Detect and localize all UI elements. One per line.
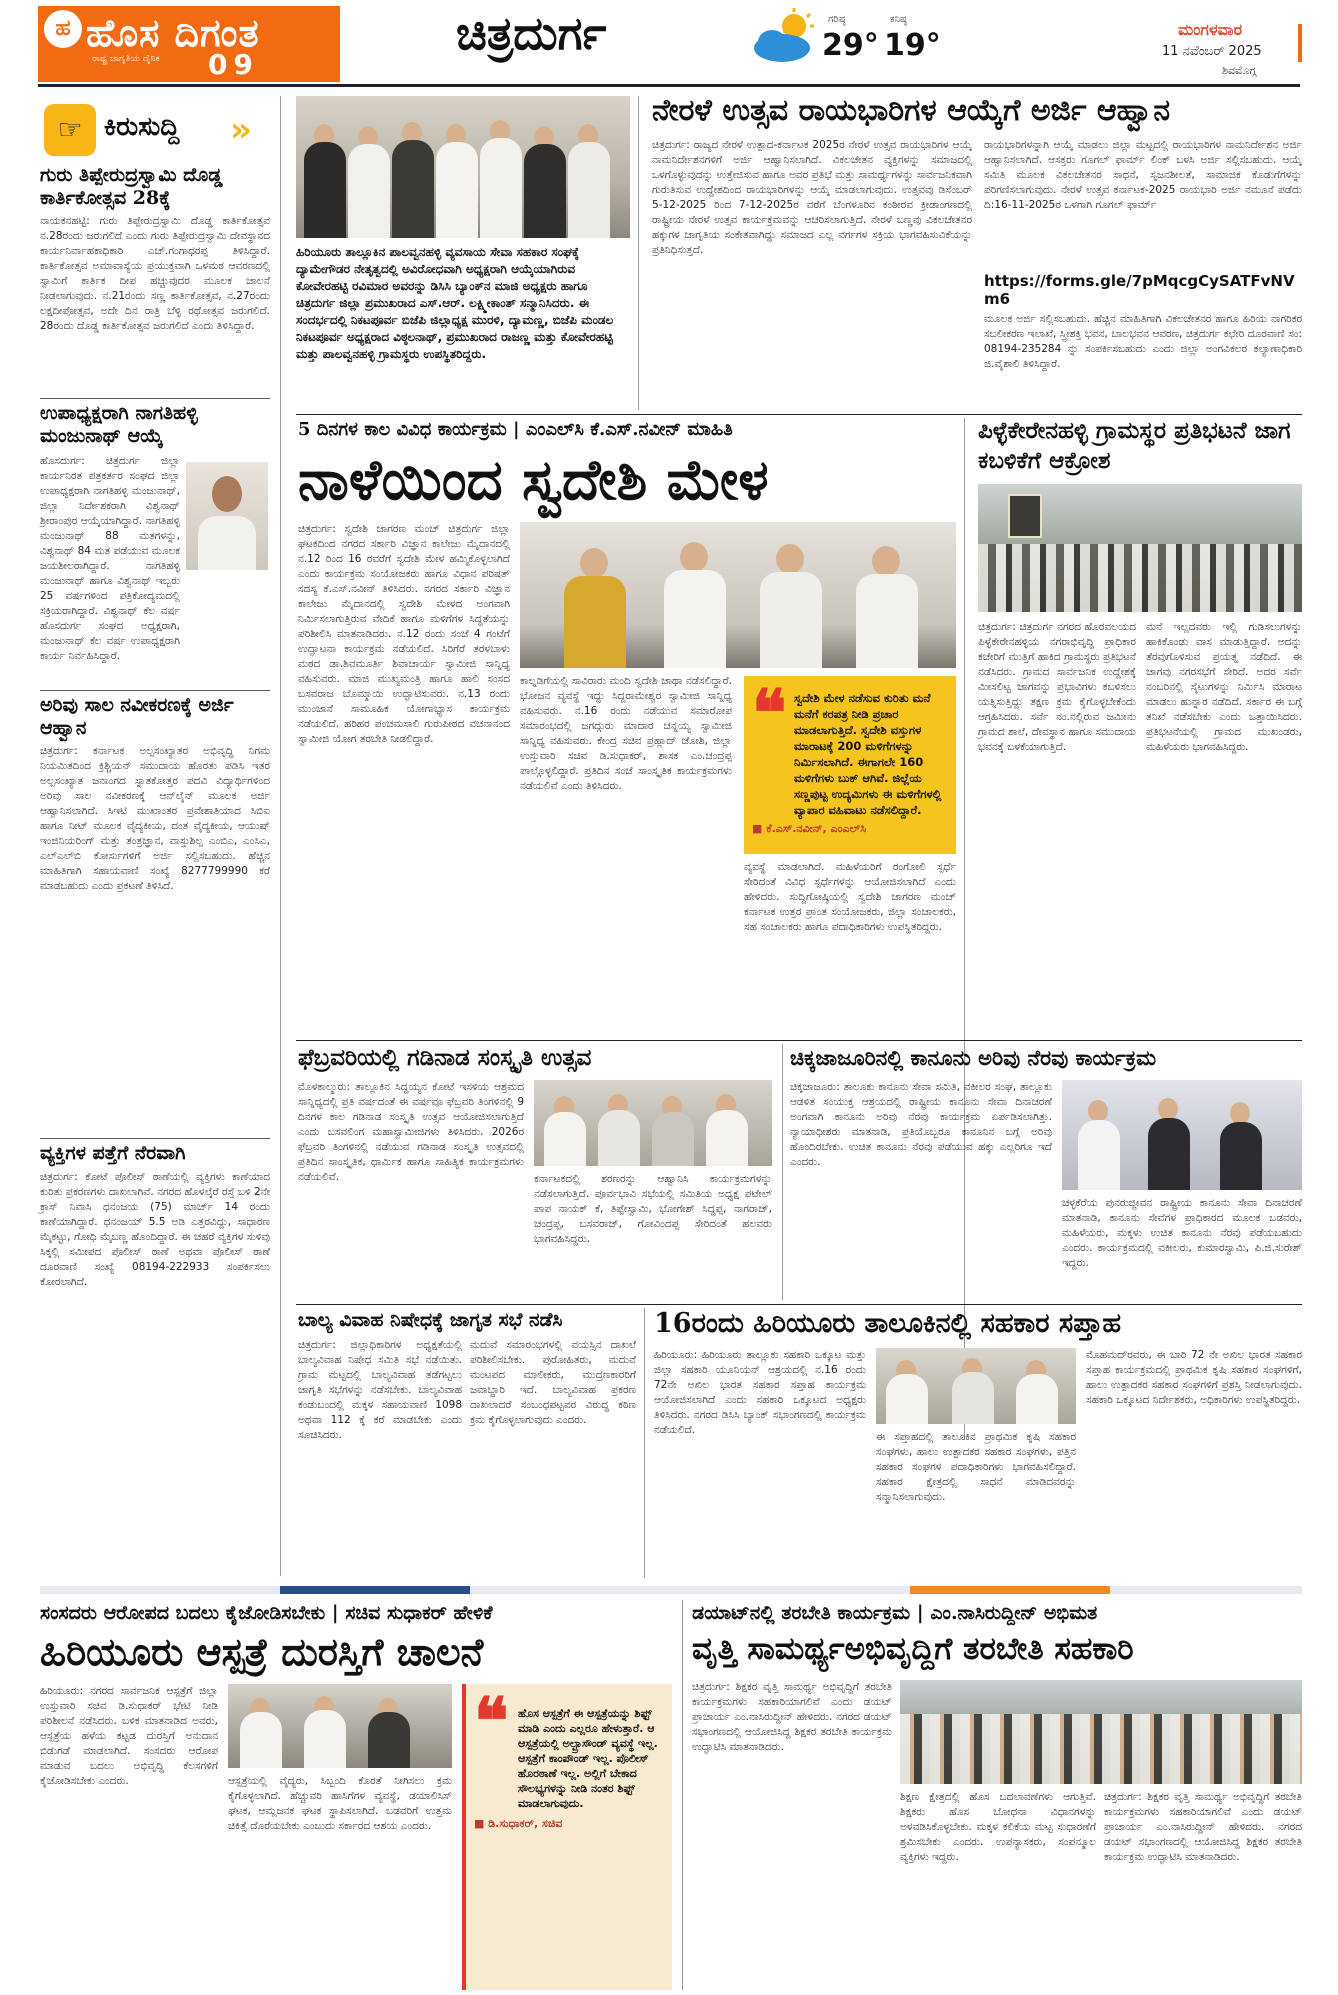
article-body: ಚಿಕ್ಕಜಾಜೂರು: ತಾಲೂಕು ಕಾನೂನು ಸೇವಾ ಸಮಿತಿ, ವಕೀಲರ ಸಂಘ, ತಾಲ್ಲೂಕು ಆಡಳಿತ ಸಂಯುಕ್ತ ಆಶ್ರಯದಲ್ಲಿ ರಾಷ್ಟ್ರೀಯ ಕಾನೂನು ಸೇವಾ ದಿನಾಚರಣೆ ಅಂಗವಾಗಿ ಕಾನೂನು ಅರಿವು ನೆರವು ಕಾರ್ಯಕ್ರಮ ಏರ್ಪಡಿಸಲಾಗಿತ್ತು. ನ್ಯಾಯಾಧೀಶರು ಮಾತನಾಡಿ, ಪ್ರತಿಯೊಬ್ಬರೂ ಕಾನೂನಿನ ಬಗ್ಗೆ ಅರಿವು ಹೊಂದಿರಬೇಕು. ಉಚಿತ ಕಾನೂನು ನೆರವು ಪಡೆಯುವ ಹಕ್ಕು ಎಲ್ಲರಿಗೂ ಇದೆ ಎಂದರು. (790, 1081, 1052, 1168)
masthead-divider (38, 84, 1300, 87)
kicker: ಡಯಾಟ್‌ನಲ್ಲಿ ತರಬೇತಿ ಕಾರ್ಯಕ್ರಮ | ಎಂ.ನಾಸಿರುದ್ದೀನ್ ಅಭಿಮತ (692, 1602, 1098, 1624)
headline: ಚಿಕ್ಕಜಾಜೂರಿನಲ್ಲಿ ಕಾನೂನು ಅರಿವು ನೆರವು ಕಾರ್ಯಕ್ರಮ (790, 1045, 1157, 1070)
headline: ನೇರಳೆ ಉತ್ಸವ ರಾಯಭಾರಿಗಳ ಆಯ್ಕೆಗೆ ಅರ್ಜಿ ಆಹ್ವಾನ (652, 93, 1171, 128)
newspaper-emblem-icon: ಹ (44, 10, 82, 48)
photo-caption: ಹಿರಿಯೂರು ತಾಲ್ಲೂಕಿನ ಪಾಲವ್ವನಹಳ್ಳಿ ವ್ಯವಸಾಯ ಸೇವಾ ಸಹಕಾರ ಸಂಘಕ್ಕೆ ದ್ಯಾಮೇಗೌಡರ ನೇತೃತ್ವದಲ್ಲಿ ಅವಿರೋಧವಾಗಿ ಅಧ್ಯಕ್ಷರಾಗಿ ಆಯ್ಕೆಯಾಗಿರುವ ಕೋವೇರಹಟ್ಟಿ ರವಿಮಾರ ಅವರನ್ನು ಡಿಸಿಸಿ ಬ್ಯಾಂಕ್‌ನ ಮಾಜಿ ಅಧ್ಯಕ್ಷರು ಹಾಗೂ ಚಿತ್ರದುರ್ಗ ಜಿಲ್ಲಾ ಪ್ರಮುಖರಾದ ಎಸ್.ಆರ್. ಲಕ್ಷ್ಮೀಕಾಂತ್ ಸನ್ಮಾನಿಸಿದರು. ಈ ಸಂದರ್ಭದಲ್ಲಿ ನಿಕಟಪೂರ್ವ ಬಿಜೆಪಿ ಜಿಲ್ಲಾಧ್ಯಕ್ಷ ಮುರಳಿ, ದ್ಯಾಮಣ್ಣ, ಬಿಜೆಪಿ ಮಂಡಲ ನಿಕಟಪೂರ್ವ ಅಧ್ಯಕ್ಷರಾದ ವಿಠ್ಠಲನಾಥ್, ಪ್ರಮುಖರಾದ ರಾಜಣ್ಣ ಮತ್ತು ಕೋವೇರಹಟ್ಟಿ ಮತ್ತು ಪಾಲವ್ವನಹಳ್ಳಿ ಗ್ರಾಮಸ್ಥರು ಉಪಸ್ಥಿತರಿದ್ದರು. (296, 245, 614, 361)
issue-date: 11 ನವೆಂಬರ್ 2025 (1162, 44, 1262, 59)
article-body: ಚಿತ್ರದುರ್ಗ: ಸ್ವದೇಶಿ ಜಾಗರಣ ಮಂಚ್ ಚಿತ್ರದುರ್ಗ ಜಿಲ್ಲಾ ಘಟಕದಿಂದ ನಗರದ ಸರ್ಕಾರಿ ವಿಜ್ಞಾನ ಕಾಲೇಜು ಮೈದಾನದಲ್ಲಿ ನ.12 ರಿಂದ 16 ರವರೆಗೆ ಸ್ವದೇಶಿ ಮೇಳ ಹಮ್ಮಿಕೊಳ್ಳಲಾಗಿದೆ ಎಂದು ಕಾರ್ಯಕ್ರಮ ಸಂಯೋಜಕರು ಹಾಗೂ ವಿಧಾನ ಪರಿಷತ್ ಸದಸ್ಯ ಕೆ.ಎಸ್.ನವೀನ್ ತಿಳಿಸಿದರು. ನಗರದ ಸರ್ಕಾರಿ ವಿಜ್ಞಾನ ಕಾಲೇಜು ಮೈದಾನದಲ್ಲಿ ಸ್ವದೇಶಿ ಮೇಳದ ಅಂಗವಾಗಿ ನಿರ್ಮಿಸಲಾಗುತ್ತಿರುವ ವೇದಿಕೆ ಹಾಗೂ ಮಳಿಗೆಗಳ ಸಿದ್ಧತೆಯನ್ನು ಪರಿಶೀಲಿಸಿ ಮಾತನಾಡಿದರು. ನ.12 ರಂದು ಸಂಜೆ 4 ಗಂಟೆಗೆ ಉದ್ಘಾಟನಾ ಕಾರ್ಯಕ್ರಮ ನಡೆಯಲಿದೆ. ಸಿರಿಗೆರೆ ತರಳಬಾಳು ಮಠದ ಡಾ.ಶಿವಮೂರ್ತಿ ಶಿವಾಚಾರ್ಯ ಸ್ವಾಮೀಜಿ ಸಾನ್ನಿಧ್ಯ ವಹಿಸುವರು. ಮಾಜಿ ಮುಖ್ಯಮಂತ್ರಿ ಹಾಗೂ ಹಾಲಿ ಸಂಸದ ಬಸವರಾಜ ಬೊಮ್ಮಾಯಿ ಉದ್ಘಾಟಿಸುವರು. ನ.13 ರಂದು ಮುಂಜಾನೆ ಸಾಮೂಹಿಕ ಯೋಗಾಭ್ಯಾಸ ಕಾರ್ಯಕ್ರಮ ನಡೆಯಲಿದೆ. ಹರಿಹರ ಪಂಚಮಸಾಲಿ ಗುರುಪೀಠದ ವಚನಾನಂದ ಸ್ವಾಮೀಜಿ ಯೋಗ ತರಬೇತಿ ನೀಡಲಿದ್ದಾರೆ. (298, 523, 510, 745)
felicitation-group-photo (296, 96, 630, 238)
headline: ವೃತ್ತಿ ಸಾಮರ್ಥ್ಯಅಭಿವೃದ್ದಿಗೆ ತರಬೇತಿ ಸಹಕಾರಿ (692, 1631, 1134, 1667)
training-participants-photo (900, 1680, 1302, 1784)
quote-mark-icon: ❝ (474, 1684, 509, 1759)
masthead-accent-bar (1298, 24, 1302, 62)
protest-crowd-photo (978, 484, 1302, 612)
headline: ಫೆಬ್ರವರಿಯಲ್ಲಿ ಗಡಿನಾಡ ಸಂಸ್ಕೃತಿ ಉತ್ಸವ (298, 1044, 592, 1071)
article-body: ವ್ಯವಸ್ಥೆ ಮಾಡಲಾಗಿದೆ. ಮಹಿಳೆಯರಿಗೆ ರಂಗೋಲಿ ಸ್ಪರ್ಧೆ ಸೇರಿದಂತೆ ವಿವಿಧ ಸ್ಪರ್ಧೆಗಳನ್ನು ಆಯೋಜಿಸಲಾಗಿದೆ ಎಂದು ಹೇಳಿದರು. ಸುದ್ದಿಗೋಷ್ಠಿಯಲ್ಲಿ ಸ್ವದೇಶಿ ಜಾಗರಣ ಮಂಚ್ ಕರ್ನಾಟಕ ಉತ್ತರ ಪ್ರಾಂತ ಸಂಯೋಜಕರು, ಜಿಲ್ಲಾ ಸಂಚಾಲಕರು, ಸಹ ಸಂಚಾಲಕರು ಹಾಗೂ ಪದಾಧಿಕಾರಿಗಳು ಉಪಸ್ಥಿತರಿದ್ದರು. (744, 861, 956, 933)
pull-quote-box (462, 1684, 672, 1990)
headline: ಪಿಳ್ಳೆಕೇರೇನಹಳ್ಳಿ ಗ್ರಾಮಸ್ಥರ ಪ್ರತಿಭಟನೆ ಜಾಗ ಕಬಳಿಕೆಗೆ ಆಕ್ರೋಶ (978, 417, 1291, 474)
column-divider (682, 1600, 683, 1990)
article-body: ಚಿತ್ರದುರ್ಗ: ಶಿಕ್ಷಕರ ವೃತ್ತಿ ಸಾಮರ್ಥ್ಯ ಅಭಿವೃದ್ಧಿಗೆ ತರಬೇತಿ ಕಾರ್ಯಕ್ರಮಗಳು ಸಹಕಾರಿಯಾಗಲಿವೆ ಎಂದು ಡಯಟ್ ಪ್ರಾಚಾರ್ಯ ಎಂ.ನಾಸಿರುದ್ದೀನ್ ಹೇಳಿದರು. ನಗರದ ಡಯಟ್ ಸಭಾಂಗಣದಲ್ಲಿ ಆಯೋಜಿಸಿದ್ದ ಶಿಕ್ಷಕರ ತರಬೇತಿ ಕಾರ್ಯಕ್ರಮ ಉದ್ಘಾಟಿಸಿ ಮಾತನಾಡಿದರು. (1104, 1791, 1302, 1863)
brief-title: ವ್ಯಕ್ತಿಗಳ ಪತ್ತೆಗೆ ನೆರವಾಗಿ (40, 1142, 186, 1164)
press-meet-photo (520, 522, 956, 668)
kicker: 5 ದಿನಗಳ ಕಾಲ ವಿವಿಧ ಕಾರ್ಯಕ್ರಮ | ಎಂಎಲ್‌ಸಿ ಕೆ.ಎಸ್.ನವೀನ್ ಮಾಹಿತಿ (298, 419, 733, 440)
article-body: ಚಿತ್ರದುರ್ಗ: ಶಿಕ್ಷಕರ ವೃತ್ತಿ ಸಾಮರ್ಥ್ಯ ಅಭಿವೃದ್ಧಿಗೆ ತರಬೇತಿ ಕಾರ್ಯಕ್ರಮಗಳು ಸಹಕಾರಿಯಾಗಲಿವೆ ಎಂದು ಡಯಟ್ ಪ್ರಾಚಾರ್ಯ ಎಂ.ನಾಸಿರುದ್ದೀನ್ ಹೇಳಿದರು. ನಗರದ ಡಯಟ್ ಸಭಾಂಗಣದಲ್ಲಿ ಆಯೋಜಿಸಿದ್ದ ಶಿಕ್ಷಕರ ತರಬೇತಿ ಕಾರ್ಯಕ್ರಮ ಉದ್ಘಾಟಿಸಿ ಮಾತನಾಡಿದರು. (692, 1681, 892, 1753)
divider (40, 690, 270, 691)
brief-body: ಚಿತ್ರದುರ್ಗ: ಕರ್ನಾಟಕ ಅಲ್ಪಸಂಖ್ಯಾತರ ಅಭಿವೃದ್ಧಿ ನಿಗಮ ನಿಯಮಿತದಿಂದ ಕ್ರಿಶ್ಚಿಯನ್ ಸಮುದಾಯ ಹೊರತು ಪಡಿಸಿ ಇತರ ಅಲ್ಪಸಂಖ್ಯಾತ ಜನಾಂಗದ ಸ್ನಾತಕೋತ್ತರ ಪದವಿ ವಿದ್ಯಾರ್ಥಿಗಳಿಂದ ಅರಿವು ಸಾಲ ನವೀಕರಣಕ್ಕೆ ಆನ್‌ಲೈನ್ ಮೂಲಕ ಅರ್ಜಿ ಆಹ್ವಾನಿಸಲಾಗಿದೆ. ಸಿಇಟಿ ಮುಖಾಂತರ ಪ್ರವೇಶಾತಿಯಾದ ಸಿಬಿಐ ಹಾಗೂ ನೀಟ್ ಮೂಲಕ ವೈದ್ಯಕೀಯ, ದಂತ ವೈದ್ಯಕೀಯ, ಆಯುಷ್ ಇಂಜಿನಿಯರಿಂಗ್ ಮತ್ತು ತಂತ್ರಜ್ಞಾನ, ವಾಸ್ತುಶಿಲ್ಪ ಎಂಬಿಎ, ಎಂಸಿಎ, ಎಲ್‌ಎಲ್‌ಬಿ ಕೋರ್ಸುಗಳಿಗೆ ಅರ್ಜಿ ಸಲ್ಲಿಸಬಹುದು. ಹೆಚ್ಚಿನ ಮಾಹಿತಿಗಾಗಿ ಸಹಾಯವಾಣಿ ಸಂಖ್ಯೆ 8277799990 ಕರೆ ಮಾಡಬಹುದು ಎಂದು ಪ್ರಕಟಣೆ ತಿಳಿಸಿದೆ. (40, 745, 270, 892)
brief-body: ಚಿತ್ರದುರ್ಗ: ಕೋಟೆ ಪೊಲೀಸ್ ಠಾಣೆಯಲ್ಲಿ ವ್ಯಕ್ತಿಗಳು ಕಾಣೆಯಾದ ಕುರಿತು ಪ್ರಕರಣಗಳು ದಾಖಲಾಗಿವೆ. ನಗರದ ಹೊಳಲ್ಕೆರೆ ರಸ್ತೆ ಬಳಿ 2ನೇ ಕ್ರಾಸ್ ನಿವಾಸಿ ಧನಂಜಯ (75) ಮಾರ್ಚ್ 14 ರಂದು ಕಾಣೆಯಾಗಿದ್ದಾರೆ. ಧನಂಜಯ್ 5.5 ಅಡಿ ಎತ್ತರವಿದ್ದು, ಸಾಧಾರಣ ಮೈಕಟ್ಟು, ಗೋಧಿ ಮೈಬಣ್ಣ ಹೊಂದಿದ್ದಾರೆ. ಈ ಚಹರೆ ವ್ಯಕ್ತಿಗಳ ಸುಳಿವು ಸಿಕ್ಕಲ್ಲಿ ಸಮೀಪದ ಪೊಲೀಸ್ ಠಾಣೆ ಅಥವಾ ಪೊಲೀಸ್ ಠಾಣೆ ದೂರವಾಣಿ ಸಂಖ್ಯೆ 08194-222933 ಸಂಪರ್ಕಿಸಲು ಕೋರಲಾಗಿದೆ. (40, 1171, 270, 1288)
application-link[interactable]: https://forms.gle/7pMqcgCySATFvNVm6 (984, 272, 1295, 308)
article-body: ಆಸ್ಪತ್ರೆಯಲ್ಲಿ ವೈದ್ಯರು, ಸಿಬ್ಬಂದಿ ಕೊರತೆ ನೀಗಿಸಲು ಕ್ರಮ ಕೈಗೊಳ್ಳಲಾಗಿದೆ. ಹೆಚ್ಚುವರಿ ಹಾಸಿಗೆಗಳ ವ್ಯವಸ್ಥೆ, ಡಯಾಲಿಸಿಸ್ ಘಟಕ, ಆಮ್ಲಜನಕ ಘಟಕ ಸ್ಥಾಪಿಸಲಾಗಿದೆ. ಬಡವರಿಗೆ ಉತ್ತಮ ಚಿಕಿತ್ಸೆ ದೊರೆಯಬೇಕು ಎಂಬುದು ಸರ್ಕಾರದ ಆಶಯ ಎಂದರು. (228, 1775, 452, 1832)
pull-quote-text: ಹೊಸ ಆಸ್ಪತ್ರೆಗೆ ಈ ಆಸ್ಪತ್ರೆಯನ್ನು ಶಿಫ್ಟ್ ಮಾಡಿ ಎಂದು ಎಲ್ಲರೂ ಹೇಳುತ್ತಾರೆ. ಆ ಆಸ್ಪತ್ರೆಯಲ್ಲಿ ಅಲ್ಟ್ರಾಸೌಂಡ್ ವ್ಯವಸ್ಥೆ ಇಲ್ಲ. ಆಸ್ಪತ್ರೆಗೆ ಕಾಂಪೌಂಡ್ ಇಲ್ಲ. ಪೊಲೀಸ್ ಹೊರಠಾಣೆ ಇಲ್ಲ. ಅಲ್ಲಿಗೆ ಬೇಕಾದ ಸೌಲಭ್ಯಗಳನ್ನು ನೀಡಿ ನಂತರ ಶಿಫ್ಟ್ ಮಾಡಲಾಗುವುದು. (518, 1707, 658, 1810)
article-body: ಚಿತ್ರದುರ್ಗ: ರಾಜ್ಯದ ನೇರಳೆ ಉತ್ಪಾದ-ಕರ್ನಾಟಕ 2025ರ ನೇರಳೆ ಉತ್ಸವ ರಾಯಭಾರಿಗಳ ಆಯ್ಕೆ ನಾಮನಿರ್ದೇಶನಗಳಿಗೆ ಅರ್ಜಿ ಆಹ್ವಾನಿಸಲಾಗಿದೆ. ವಿಕಲಚೇತನ ವ್ಯಕ್ತಿಗಳನ್ನು ಸಮಾಜದಲ್ಲಿ ಒಳಗೊಳ್ಳುವುದನ್ನು ಉತ್ತೇಜಿಸುವ ಹಾಗೂ ಅವರ ಪ್ರತಿಭೆ ಮತ್ತು ಸಾಮರ್ಥ್ಯಗಳನ್ನು ಸಾರ್ವಜನಿಕವಾಗಿ ಗುರುತಿಸುವ ಉದ್ದೇಶದಿಂದ ರಾಯಭಾರಿಗಳನ್ನು ಆಯ್ಕೆ ಮಾಡಲಾಗುವುದು. ಉತ್ಸವವು ಡಿಸೆಂಬರ್ 5-12-2025 ರಿಂದ 7-12-2025ರ ವರೆಗೆ ಬೆಂಗಳೂರಿನ ಕಂಠೀರವ ಕ್ರೀಡಾಂಗಣದಲ್ಲಿ ರಾಷ್ಟ್ರೀಯ ನೇರಳೆ ಉತ್ಸವ ಕಾರ್ಯಕ್ರಮವನ್ನು ಆಚರಿಸಲಾಗುತ್ತಿದೆ. ನೇರಳೆ ಬಣ್ಣವು ವಿಕಲಚೇತನರ ಹಕ್ಕುಗಳ ಜಾಗೃತಿಯ ಸಂಕೇತವಾಗಿದ್ದು ಸಮಾಜದ ಎಲ್ಲ ವರ್ಗಗಳ ಸಕ್ರಿಯ ಭಾಗವಹಿಸುವಿಕೆಯನ್ನು ಪ್ರತಿನಿಧಿಸುತ್ತದೆ. (652, 139, 972, 256)
kicker: ಸಂಸದರು ಆರೋಪದ ಬದಲು ಕೈಜೋಡಿಸಬೇಕು | ಸಚಿವ ಸುಧಾಕರ್ ಹೇಳಿಕೆ (40, 1602, 493, 1624)
max-temp-value: 29° (822, 28, 879, 63)
article-body: ಮದುವೆ ಸಮಾರಂಭಗಳಲ್ಲಿ ವಯಸ್ಸಿನ ದಾಖಲೆ ಪರಿಶೀಲಿಸಬೇಕು. ಪುರೋಹಿತರು, ಮದುವೆ ಮಂಟಪದ ಮಾಲೀಕರು, ಮುದ್ರಣಕಾರರಿಗೆ ಜವಾಬ್ದಾರಿ ಇದೆ. ಬಾಲ್ಯವಿವಾಹ ಪ್ರಕರಣ ದಾಖಲಾದರೆ ಸಂಬಂಧಪಟ್ಟವರ ವಿರುದ್ಧ ಕಠಿಣ ಕ್ರಮ ಕೈಗೊಳ್ಳಲಾಗುವುದು ಎಂದರು. (470, 1339, 636, 1426)
weather-cloud-icon (750, 8, 820, 64)
article-body: ಈ ಸಪ್ತಾಹದಲ್ಲಿ ತಾಲೂಕಿನ ಪ್ರಾಥಮಿಕ ಕೃಷಿ ಸಹಕಾರ ಸಂಘಗಳು, ಹಾಲು ಉತ್ಪಾದಕರ ಸಹಕಾರ ಸಂಘಗಳು, ಪತ್ತಿನ ಸಹಕಾರ ಸಂಘಗಳ ಪದಾಧಿಕಾರಿಗಳು ಭಾಗವಹಿಸಲಿದ್ದಾರೆ. ಸಹಕಾರ ಕ್ಷೇತ್ರದಲ್ಲಿ ಸಾಧನೆ ಮಾಡಿದವರನ್ನು ಸನ್ಮಾನಿಸಲಾಗುವುದು. (876, 1431, 1076, 1503)
headline: ಹಿರಿಯೂರು ಆಸ್ಪತ್ರೆ ದುರಸ್ತಿಗೆ ಚಾಲನೆ (40, 1629, 484, 1674)
section-stripe (1110, 1586, 1302, 1594)
article-body: ರಾಯಭಾರಿಗಳನ್ನಾಗಿ ಆಯ್ಕೆ ಮಾಡಲು ಜಿಲ್ಲಾ ಮಟ್ಟದಲ್ಲಿ ರಾಯಭಾರಿಗಳ ನಾಮನಿರ್ದೇಶನ ಅರ್ಜಿ ಆಹ್ವಾನಿಸಲಾಗಿದೆ. ಆಸಕ್ತರು ಗೂಗಲ್ ಫಾರ್ಮ್ ಲಿಂಕ್ ಬಳಸಿ ಅರ್ಜಿ ಸಲ್ಲಿಸಬಹುದು. ಆಯ್ಕೆ ಸಮಿತಿ ಮೂಲಕ ವಿಕಲಚೇತನರ ಸಾಧನೆ, ಸೃಜನಶೀಲತೆ, ಸಾಮಾಜಿಕ ಕೊಡುಗೆಗಳನ್ನು ಪರಿಗಣಿಸಲಾಗುವುದು. ನೇರಳೆ ಉತ್ಸವ ಕರ್ನಾಟಕ-2025 ರಾಯಭಾರಿ ಅರ್ಜಿ ನಮೂನೆ ಪಡೆದು ದಿ:16-11-2025ರ ಒಳಗಾಗಿ ಗೂಗಲ್ ಫಾರ್ಮ್ (984, 139, 1302, 211)
brief-title: ಗುರು ತಿಪ್ಪೇರುದ್ರಸ್ವಾಮಿ ದೊಡ್ಡ ಕಾರ್ತಿಕೋತ್ಸವ 28ಕ್ಕೆ (40, 164, 223, 209)
divider (40, 398, 270, 399)
article-body: ಹಿರಿಯೂರು: ಹಿರಿಯೂರು ತಾಲ್ಲೂಕು ಸಹಕಾರಿ ಒಕ್ಕೂಟ ಮತ್ತು ಜಿಲ್ಲಾ ಸಹಕಾರಿ ಯೂನಿಯನ್ ಆಶ್ರಯದಲ್ಲಿ ನ.16 ರಂದು 72ನೇ ಅಖಿಲ ಭಾರತ ಸಹಕಾರ ಸಪ್ತಾಹ ಕಾರ್ಯಕ್ರಮ ಆಯೋಜಿಸಲಾಗಿದೆ ಎಂದು ಸಹಕಾರಿ ಒಕ್ಕೂಟದ ಅಧ್ಯಕ್ಷರು ತಿಳಿಸಿದರು. ನಗರದ ಡಿಸಿಸಿ ಬ್ಯಾಂಕ್ ಸಭಾಂಗಣದಲ್ಲಿ ಕಾರ್ಯಕ್ರಮ ನಡೆಯಲಿದೆ. (654, 1349, 866, 1436)
brief-body: ಹೊಸದುರ್ಗ: ಚಿತ್ರದುರ್ಗ ಜಿಲ್ಲಾ ಕಾರ್ಯನಿರತ ಪತ್ರಕರ್ತರ ಸಂಘದ ಜಿಲ್ಲಾ ಉಪಾಧ್ಯಕ್ಷರಾಗಿ ನಾಗತಿಹಳ್ಳಿ ಮಂಜುನಾಥ್, ಜಿಲ್ಲಾ ನಿರ್ದೇಶಕರಾಗಿ ವಿಶ್ವನಾಥ್ ಶ್ರೀರಾಂಪುರ ಆಯ್ಕೆಯಾಗಿದ್ದಾರೆ. ನಾಗತಿಹಳ್ಳಿ ಮಂಜುನಾಥ್ 88 ಮತಗಳನ್ನು, ವಿಶ್ವನಾಥ್ 84 ಮತ ಪಡೆಯುವ ಮೂಲಕ ಜಯಶೀಲರಾಗಿದ್ದಾರೆ. ನಾಗತಿಹಳ್ಳಿ ಮಂಜುನಾಥ್ ಹಾಗೂ ವಿಶ್ವನಾಥ್ ಇಬ್ಬರು 25 ವರ್ಷಗಳಿಂದ ಪತ್ರಿಕೋದ್ಯಮದಲ್ಲಿ ಸಕ್ರಿಯರಾಗಿದ್ದಾರೆ. ವಿಶ್ವನಾಥ್ ಕೆಲ ವರ್ಷ ಹೊಸದುರ್ಗ ಸಂಘದ ಅಧ್ಯಕ್ಷರಾಗಿ, ಮಂಜುನಾಥ್ ಕೆಲ ವರ್ಷ ಉಪಾಧ್ಯಕ್ಷರಾಗಿ ಕಾರ್ಯ ನಿರ್ವಹಿಸಿದ್ದಾರೆ. (40, 455, 180, 662)
article-body: ಚಳ್ಳಕೆರೆಯ ಪುನರುಜ್ಜೀವನ ರಾಷ್ಟ್ರೀಯ ಕಾನೂನು ಸೇವಾ ದಿನಾಚರಣೆ ಮಾತನಾಡಿ, ಕಾನೂನು ಸೇವೆಗಳ ಪ್ರಾಧಿಕಾರದ ಮೂಲಕ ಬಡವರು, ಮಹಿಳೆಯರು, ಮಕ್ಕಳು ಉಚಿತ ಕಾನೂನು ನೆರವು ಪಡೆಯಬಹುದು ಎಂದರು. ಕಾರ್ಯಕ್ರಮದಲ್ಲಿ ವಕೀಲರು, ಕುಮಾರಸ್ವಾಮಿ, ಪಿ.ಜಿ.ಸುರೇಶ್ ಇದ್ದರು. (1062, 1197, 1302, 1269)
reporter-portrait-photo (186, 462, 268, 570)
divider (296, 1040, 1302, 1041)
article-body: ಹಿರಿಯೂರು: ನಗರದ ಸಾರ್ವಜನಿಕ ಆಸ್ಪತ್ರೆಗೆ ಜಿಲ್ಲಾ ಉಸ್ತುವಾರಿ ಸಚಿವ ಡಿ.ಸುಧಾಕರ್ ಭೇಟಿ ನೀಡಿ ಪರಿಶೀಲನೆ ನಡೆಸಿದರು. ಬಳಿಕ ಮಾತನಾಡಿದ ಅವರು, ಆಸ್ಪತ್ರೆಯ ಹಳೆಯ ಕಟ್ಟಡ ದುರಸ್ತಿಗೆ ಅನುದಾನ ಬಿಡುಗಡೆ ಮಾಡಲಾಗಿದೆ. ಸಂಸದರು ಆರೋಪ ಮಾಡುವ ಬದಲು ಅಭಿವೃದ್ಧಿ ಕೆಲಸಗಳಿಗೆ ಕೈಜೋಡಿಸಬೇಕು ಎಂದರು. (40, 1685, 218, 1787)
pull-quote-attribution: ■ ಡಿ.ಸುಧಾಕರ್, ಸಚಿವ (474, 1817, 563, 1830)
pointing-hand-icon: ☞ (44, 104, 96, 156)
headline: ಬಾಲ್ಯ ವಿವಾಹ ನಿಷೇಧಕ್ಕೆ ಜಾಗೃತ ಸಭೆ ನಡೆಸಿ (298, 1309, 563, 1331)
article-body: ಚಿತ್ರದುರ್ಗ: ಜಿಲ್ಲಾಧಿಕಾರಿಗಳ ಅಧ್ಯಕ್ಷತೆಯಲ್ಲಿ ಬಾಲ್ಯವಿವಾಹ ನಿಷೇಧ ಸಮಿತಿ ಸಭೆ ನಡೆಯಿತು. ಗ್ರಾಮ ಮಟ್ಟದಲ್ಲಿ ಬಾಲ್ಯವಿವಾಹ ತಡೆಗಟ್ಟಲು ಜಾಗೃತಿ ಸಭೆಗಳನ್ನು ನಡೆಸಬೇಕು. ಬಾಲ್ಯವಿವಾಹ ಕಂಡುಬಂದಲ್ಲಿ ಮಕ್ಕಳ ಸಹಾಯವಾಣಿ 1098 ಅಥವಾ 112 ಕ್ಕೆ ಕರೆ ಮಾಡಬೇಕು ಎಂದು ಸೂಚಿಸಿದರು. (298, 1339, 462, 1441)
newspaper-tagline: ರಾಷ್ಟ್ರ ಜಾಗೃತಿಯ ದೈನಿಕ (92, 54, 160, 64)
quote-mark-icon: ❝ (752, 676, 787, 751)
hospital-visit-photo (228, 1684, 452, 1768)
section-stripe (280, 1586, 470, 1594)
brief-title: ಅರಿವು ಸಾಲ ನವೀಕರಣಕ್ಕೆ ಅರ್ಜಿ ಆಹ್ವಾನ (40, 694, 234, 739)
chevron-right-icon: » (230, 110, 252, 150)
briefs-section-title: ಕಿರುಸುದ್ದಿ (104, 112, 180, 142)
weekday: ಮಂಗಳವಾರ (1178, 20, 1243, 39)
article-body: ಮನೆ ಇಲ್ಲದವರು ಇಲ್ಲಿ ಗುಡಿಸಲುಗಳನ್ನು ಹಾಕಿಕೊಂಡು ವಾಸ ಮಾಡುತ್ತಿದ್ದಾರೆ. ಅದನ್ನು ತೆರವುಗೊಳಿಸುವ ಪ್ರಯತ್ನ ನಡೆದಿದೆ. ಈ ಜಾಗವು ನಗರಸಭೆಗೆ ಸೇರಿದೆ. ಅದರ ಸರ್ವೆ ನಂಬರಿನಲ್ಲಿ ಸೈಟುಗಳನ್ನು ನಿರ್ಮಿಸಿ ಮಾರಾಟ ಮಾಡಲು ಹುನ್ನಾರ ನಡೆದಿದೆ. ಸರ್ಕಾರ ಈ ಬಗ್ಗೆ ತನಿಖೆ ನಡೆಸಬೇಕು ಎಂದು ಒತ್ತಾಯಿಸಿದರು. ಪ್ರತಿಭಟನೆಯಲ್ಲಿ ಗ್ರಾಮದ ಮುಖಂಡರು, ಮಹಿಳೆಯರು ಭಾಗವಹಿಸಿದ್ದರು. (1146, 621, 1302, 753)
article-column (984, 138, 1302, 410)
min-temp-label: ಕನಿಷ್ಠ (890, 14, 907, 25)
edition-city-title: ಚಿತ್ರದುರ್ಗ (456, 6, 607, 60)
brief-title: ಉಪಾಧ್ಯಕ್ಷರಾಗಿ ನಾಗತಿಹಳ್ಳಿ ಮಂಜುನಾಥ್ ಆಯ್ಕೆ (40, 402, 198, 447)
brief-body: ನಾಯಕನಹಟ್ಟಿ: ಗುರು ತಿಪ್ಪೇರುದ್ರಸ್ವಾಮಿ ದೊಡ್ಡ ಕಾರ್ತಿಕೋತ್ಸವ ನ.28ರಂದು ಜರುಗಲಿದೆ ಎಂದು ಗುರು ತಿಪ್ಪೇರುದ್ರಸ್ವಾಮಿ ದೇವಸ್ಥಾನದ ಕಾರ್ಯನಿರ್ವಾಹಕಾಧಿಕಾರಿ ಎಚ್.ಗಂಗಾಧರಪ್ಪ ತಿಳಿಸಿದ್ದಾರೆ. ಕಾರ್ತಿಕೋತ್ಸವ ಅಮಾವಾಸ್ಯೆಯ ಪ್ರಯುಕ್ತವಾಗಿ ಒಳಮಠ ಆವರಣದಲ್ಲಿ ಸ್ವಾಮಿಗೆ ಕಾರ್ತಿಕ ದೀಪ ಹಚ್ಚುವುದರ ಮೂಲಕ ಚಾಲನೆ ನೀಡಲಾಗುವುದು. ನ.21ರಂದು ಸಣ್ಣ ಕಾರ್ತಿಕೋತ್ಸವ, ನ.27ರಂದು ಲಕ್ಷದೀಪೋತ್ಸವ, ಅದೇ ದಿನ ರಾತ್ರಿ ಬೆಳ್ಳಿ ರಥೋತ್ಸವ ಜರುಗಲಿದೆ. 28ರಂದು ದೊಡ್ಡ ಕಾರ್ತಿಕೋತ್ಸವ ಜರುಗಲಿದೆ ಎಂದು ತಿಳಿಸಿದ್ದಾರೆ. (40, 215, 270, 332)
headline: ನಾಳೆಯಿಂದ ಸ್ವದೇಶಿ ಮೇಳ (298, 447, 769, 513)
divider (40, 1138, 270, 1139)
section-stripe (40, 1586, 280, 1594)
column-divider (782, 1044, 783, 1300)
pull-quote-box (744, 676, 956, 854)
pull-quote-text: ಸ್ವದೇಶಿ ಮೇಳ ನಡೆಸುವ ಕುರಿತು ಮನೆ ಮನೆಗೆ ಕರಪತ್ರ ನೀಡಿ ಪ್ರಚಾರ ಮಾಡಲಾಗುತ್ತಿದೆ. ಸ್ವದೇಶಿ ವಸ್ತುಗಳ ಮಾರಾಟಕ್ಕೆ 200 ಮಳಿಗೆಗಳನ್ನು ನಿರ್ಮಿಸಲಾಗಿದೆ. ಈಗಾಗಲೇ 160 ಮಳಿಗೆಗಳು ಬುಕ್ ಆಗಿವೆ. ಜಿಲ್ಲೆಯ ಸಣ್ಣಪುಟ್ಟ ಉದ್ಯಮಿಗಳು ಈ ಮಳಿಗೆಗಳಲ್ಲಿ ವ್ಯಾಪಾರ ವಹಿವಾಟು ನಡೆಸಲಿದ್ದಾರೆ. (794, 691, 942, 817)
column-divider (638, 96, 639, 410)
headline: 16ರಂದು ಹಿರಿಯೂರು ತಾಲೂಕಿನಲ್ಲಿ ಸಹಕಾರ ಸಪ್ತಾಹ (654, 1308, 1122, 1339)
article-body: ಮೊಳಕಾಲ್ಮುರು: ತಾಲ್ಲೂಕಿನ ಸಿದ್ದಯ್ಯನ ಕೋಟೆ ಇಸಳಿಯ ಆಶ್ರಮದ ಸಾನ್ನಿಧ್ಯದಲ್ಲಿ ಪ್ರತಿ ವರ್ಷದಂತೆ ಈ ವರ್ಷವೂ ಫೆಬ್ರವರಿ ತಿಂಗಳಿನಲ್ಲಿ 9 ದಿನಗಳ ಕಾಲ ಗಡಿನಾಡ ಸಂಸ್ಕೃತಿ ಉತ್ಸವ ಆಯೋಜಿಸಲಾಗುತ್ತಿದೆ ಎಂದು ಬಸವಲಿಂಗ ಮಹಾಸ್ವಾಮೀಜಿಗಳು ತಿಳಿಸಿದರು. 2026ರ ಫೆಬ್ರವರಿ ತಿಂಗಳಿನಲ್ಲಿ ನಡೆಯುವ ಗಡಿನಾಡ ಸಂಸ್ಕೃತಿ ಉತ್ಸವದಲ್ಲಿ ಪ್ರತಿದಿನ ಸಾಂಸ್ಕೃತಿಕ, ಧಾರ್ಮಿಕ ಹಾಗೂ ಸಾಹಿತ್ಯಿಕ ಕಾರ್ಯಕ್ರಮಗಳು ನಡೆಯಲಿವೆ. (298, 1081, 524, 1183)
article-body: ಕಾಲ್ನಡಿಗೆಯಲ್ಲಿ ಸಾವಿರಾರು ಮಂದಿ ಸ್ವದೇಶಿ ಜಾಥಾ ನಡೆಸಲಿದ್ದಾರೆ. ಭೋಜನ ವ್ಯವಸ್ಥೆ ಇದ್ದು ಸಿದ್ದರಾಮೇಶ್ವರ ಸ್ವಾಮೀಜಿ ಸಾನ್ನಿಧ್ಯ ವಹಿಸುವರು. ನ.16 ರಂದು ನಡೆಯುವ ಸಮಾರೋಪ ಸಮಾರಂಭದಲ್ಲಿ ಜಗದ್ಗುರು ಮಾದಾರ ಚನ್ನಯ್ಯ ಸ್ವಾಮೀಜಿ ಸಾನ್ನಿಧ್ಯ ವಹಿಸುವರು. ಕೇಂದ್ರ ಸಚಿವ ಪ್ರಹ್ಲಾದ್ ಜೋಶಿ, ಜಿಲ್ಲಾ ಉಸ್ತುವಾರಿ ಸಚಿವ ಡಿ.ಸುಧಾಕರ್, ಶಾಸಕ ಎಂ.ಚಂದ್ರಪ್ಪ ಪಾಲ್ಗೊಳ್ಳಲಿದ್ದಾರೆ. ಪ್ರತಿದಿನ ಸಂಜೆ ಸಾಂಸ್ಕೃತಿಕ ಕಾರ್ಯಕ್ರಮಗಳು ನಡೆಯಲಿವೆ ಎಂದು ತಿಳಿಸಿದರು. (520, 675, 732, 792)
edition-name: ಶಿವಮೊಗ್ಗ (1222, 64, 1257, 77)
column-divider (644, 1308, 645, 1578)
pull-quote-attribution: ■ ಕೆ.ಎಸ್.ನವೀನ್, ಎಂಎಲ್‌ಸಿ (752, 822, 867, 835)
legal-event-photo (1062, 1080, 1302, 1190)
coop-meeting-photo (876, 1348, 1076, 1424)
column-divider (280, 96, 281, 1576)
newspaper-logo: ಹೊಸ ದಿಗಂತ (86, 10, 260, 55)
article-body: ಮೊಹಮದ್‌ರವರು, ಈ ಬಾರಿ 72 ನೇ ಅಖಿಲ ಭಾರತ ಸಹಕಾರ ಸಪ್ತಾಹ ಕಾರ್ಯಕ್ರಮದಲ್ಲಿ ಪ್ರಾಥಮಿಕ ಕೃಷಿ ಸಹಕಾರ ಸಂಘಗಳಿಗೆ, ಹಾಲು ಉತ್ಪಾದಕರ ಸಹಕಾರ ಸಂಘಗಳಿಗೆ ಪ್ರಶಸ್ತಿ ನೀಡಲಾಗುವುದು. ಸಹಕಾರಿ ಒಕ್ಕೂಟದ ನಿರ್ದೇಶಕರು, ಅಧಿಕಾರಿಗಳು ಉಪಸ್ಥಿತರಿದ್ದರು. (1086, 1349, 1302, 1406)
meeting-photo (534, 1080, 772, 1166)
section-stripe (910, 1586, 1110, 1594)
divider (296, 414, 1302, 415)
article-body: ಶಿಕ್ಷಣ ಕ್ಷೇತ್ರದಲ್ಲಿ ಹೊಸ ಬದಲಾವಣೆಗಳು ಆಗುತ್ತಿವೆ. ಶಿಕ್ಷಕರು ಹೊಸ ಬೋಧನಾ ವಿಧಾನಗಳನ್ನು ಅಳವಡಿಸಿಕೊಳ್ಳಬೇಕು. ಮಕ್ಕಳ ಕಲಿಕೆಯ ಮಟ್ಟ ಸುಧಾರಣೆಗೆ ಶ್ರಮಿಸಬೇಕು ಎಂದರು. ಉಪನ್ಯಾಸಕರು, ಸಂಪನ್ಮೂಲ ವ್ಯಕ್ತಿಗಳು ಇದ್ದರು. (900, 1791, 1096, 1863)
article-body: ಚಿತ್ರದುರ್ಗ: ಚಿತ್ರದುರ್ಗ ನಗರದ ಹೊರವಲಯದ ಪಿಳ್ಳೆಕೇರೇನಹಳ್ಳಿಯ ನಗರಾಭಿವೃದ್ಧಿ ಪ್ರಾಧಿಕಾರ ಕಚೇರಿಗೆ ಮುತ್ತಿಗೆ ಹಾಕಿದ ಗ್ರಾಮಸ್ಥರು ಪ್ರತಿಭಟನೆ ನಡೆಸಿದರು. ಗ್ರಾಮದ ಸಾರ್ವಜನಿಕ ಉದ್ದೇಶಕ್ಕೆ ಮೀಸಲಿಟ್ಟ ಜಾಗವನ್ನು ಪ್ರಭಾವಿಗಳು ಕಬಳಿಸಲು ಯತ್ನಿಸುತ್ತಿದ್ದು ತಕ್ಷಣ ಕ್ರಮ ಕೈಗೊಳ್ಳಬೇಕೆಂದು ಆಗ್ರಹಿಸಿದರು. ಸರ್ವೆ ನಂ.ನಲ್ಲಿರುವ ಜಮೀನು ಗ್ರಾಮದ ಶಾಲೆ, ದೇವಸ್ಥಾನ ಹಾಗೂ ಸಮುದಾಯ ಭವನಕ್ಕೆ ಬಳಕೆಯಾಗುತ್ತಿದೆ. (978, 621, 1136, 753)
page-number: 09 (208, 48, 259, 81)
section-stripe (470, 1586, 910, 1594)
max-temp-label: ಗರಿಷ್ಠ (828, 14, 846, 25)
min-temp-value: 19° (884, 28, 941, 63)
article-body: ಕರ್ನಾಟಕದಲ್ಲಿ ಶರಣರನ್ನು ಆಹ್ವಾನಿಸಿ ಕಾರ್ಯಕ್ರಮಗಳನ್ನು ನಡೆಸಲಾಗುತ್ತಿದೆ. ಪೂರ್ವಭಾವಿ ಸಭೆಯಲ್ಲಿ ಸಮಿತಿಯ ಅಧ್ಯಕ್ಷ ಪಟೇಲ್ ಪಾಪ ನಾಯಕ್ ಕೆ, ತಿಪ್ಪೇಸ್ವಾಮಿ, ಭೋಗೇಶ್ ಸಿದ್ದಪ್ಪ, ನಾಗರಾಜ್, ಚಂದ್ರಪ್ಪ, ಬಸವರಾಜ್, ಗೋವಿಂದಪ್ಪ ಸೇರಿದಂತೆ ಹಲವರು ಭಾಗವಹಿಸಿದ್ದರು. (534, 1173, 772, 1245)
divider (296, 1304, 1302, 1305)
article-body: ಮೂಲಕ ಅರ್ಜಿ ಸಲ್ಲಿಸಬಹುದು. ಹೆಚ್ಚಿನ ಮಾಹಿತಿಗಾಗಿ ವಿಕಲಚೇತನರ ಹಾಗೂ ಹಿರಿಯ ನಾಗರಿಕರ ಸಬಲೀಕರಣ ಇಲಾಖೆ, ಸ್ತ್ರೀಶಕ್ತಿ ಭವನ, ಬಾಲಭವನ ಆವರಣ, ಚಿತ್ರದುರ್ಗ ಕಛೇರಿ ದೂರವಾಣಿ ಸಂ: 08194-235284 ನ್ನು ಸಂಪರ್ಕಿಸಬಹುದು ಎಂದು ಜಿಲ್ಲಾ ಅಂಗವಿಕಲರ ಕಲ್ಯಾಣಾಧಿಕಾರಿ ಜಿ.ವೈಶಾಲಿ ತಿಳಿಸಿದ್ದಾರೆ. (984, 313, 1302, 370)
